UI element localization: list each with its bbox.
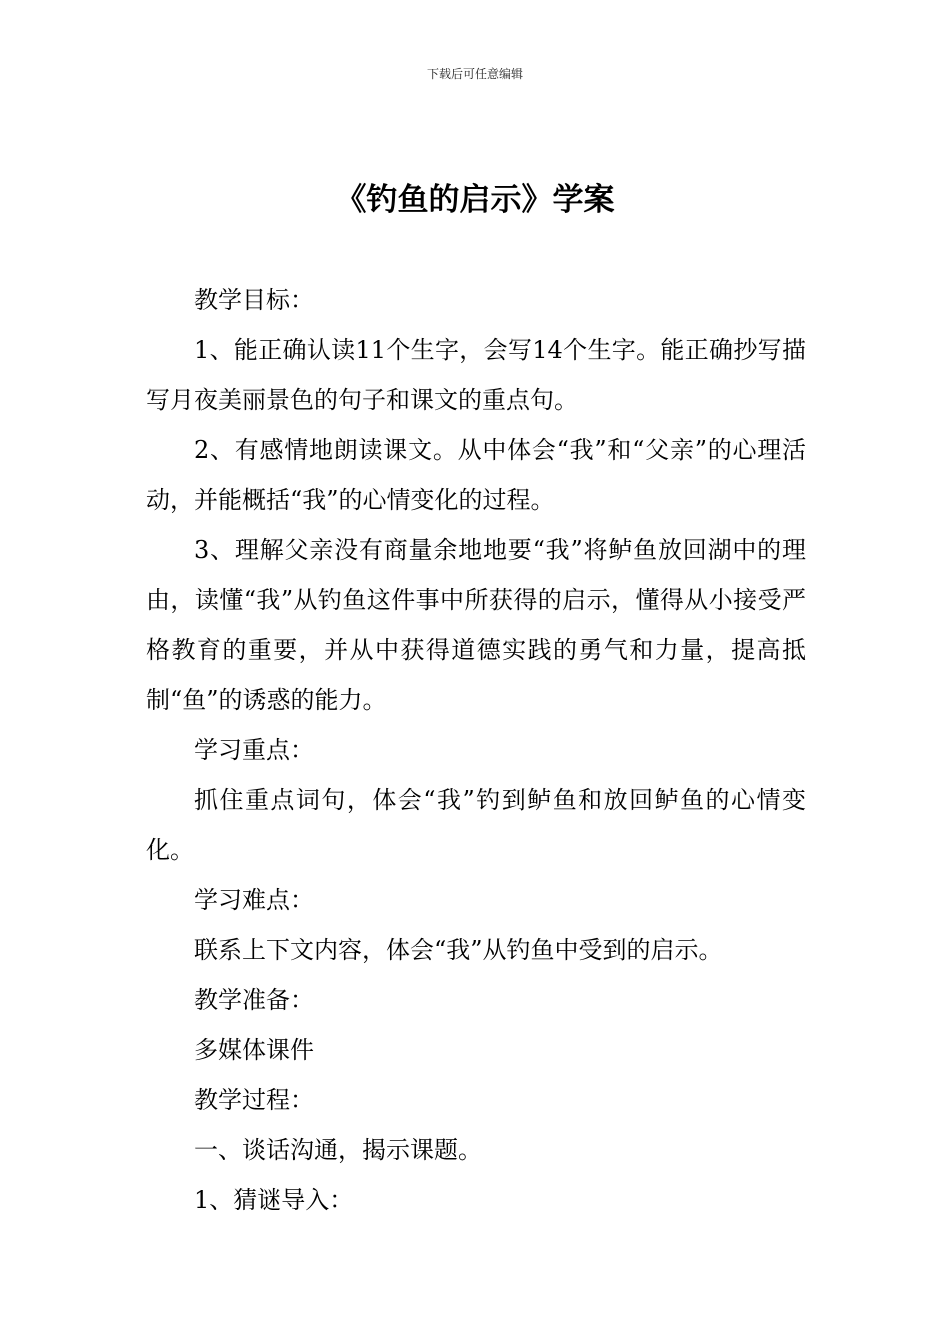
section-heading-objectives: 教学目标： bbox=[194, 286, 314, 314]
section-heading-difficulties: 学习难点： bbox=[194, 886, 314, 914]
section-heading-preparation: 教学准备： bbox=[194, 986, 314, 1014]
header-note: 下载后可任意编辑 bbox=[426, 67, 523, 81]
key-points-text: 抓住重点词句，体会“我”钓到鲈鱼和放回鲈鱼的心情变化。 bbox=[146, 786, 806, 864]
objective-1: 1、能正确认读11个生字，会写14个生字。能正确抄写描写月夜美丽景色的句子和课文的重点句。 bbox=[146, 336, 806, 414]
objective-2: 2、有感情地朗读课文。从中体会“我”和“父亲”的心理活动，并能概括“我”的心情变化的过程。 bbox=[146, 436, 806, 514]
preparation-text: 多媒体课件 bbox=[194, 1036, 314, 1064]
objective-3: 3、理解父亲没有商量余地地要“我”将鲈鱼放回湖中的理由，读懂“我”从钓鱼这件事中所获得的启示，懂得从小接受严格教育的重要，并从中获得道德实践的勇气和力量，提高抵制“鱼”的诱惑的能力。 bbox=[146, 536, 806, 714]
section-heading-process: 教学过程： bbox=[194, 1086, 314, 1114]
process-substep-1: 1、猜谜导入： bbox=[194, 1186, 354, 1214]
section-heading-key-points: 学习重点： bbox=[194, 736, 314, 764]
document-body bbox=[146, 275, 806, 1225]
process-step-1: 一、谈话沟通，揭示课题。 bbox=[194, 1136, 482, 1164]
document-title: 《钓鱼的启示》学案 bbox=[335, 182, 615, 218]
difficulties-text: 联系上下文内容，体会“我”从钓鱼中受到的启示。 bbox=[194, 936, 723, 964]
